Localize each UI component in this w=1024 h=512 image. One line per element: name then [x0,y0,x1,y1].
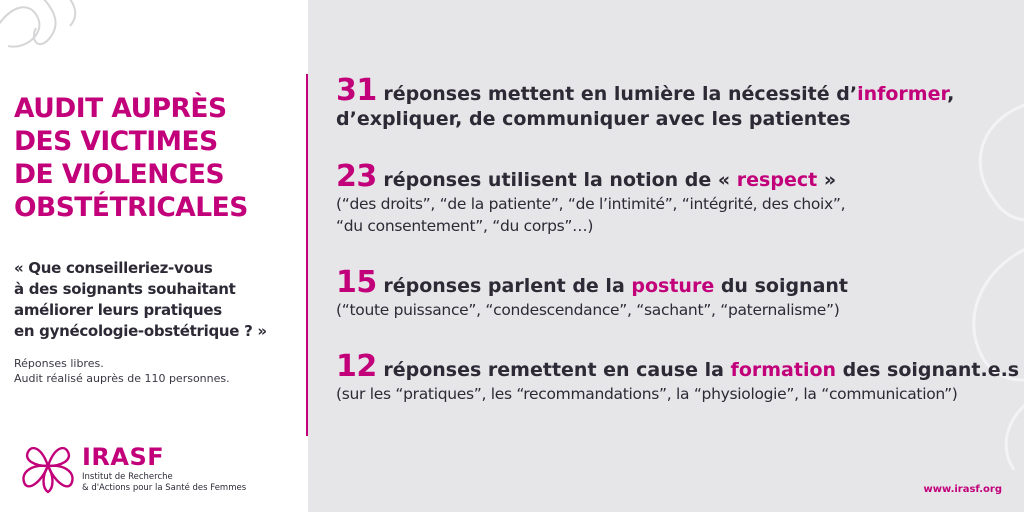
stat-number: 12 [336,349,377,384]
title-line: OBSTÉTRICALES [14,192,248,223]
survey-question [14,258,304,342]
stat-highlight: informer [857,83,948,105]
stat-examples: (“toute puissance”, “condescendance”, “sachant”, “paternalisme”) [336,301,840,319]
title-line: DES VICTIMES [14,126,218,157]
stat-highlight: respect [736,169,818,191]
stat-item [336,73,1016,132]
stat-examples: “du consentement”, “du corps”…) [336,217,594,235]
note-line: Audit réalisé auprès de 110 personnes. [14,372,230,385]
right-panel [308,0,1024,512]
left-panel [0,0,308,512]
stat-examples: (sur les “pratiques”, les “recommandations”, la “physiologie”, la “communication”) [336,385,958,403]
orchid-outline-icon [0,0,90,60]
survey-note [14,356,304,386]
stat-text: des soignant.e.s [836,359,1020,381]
divider [306,74,308,436]
stat-headline-continued: d’expliquer, de communiquer avec les patientes [336,108,851,130]
stat-headline [336,159,1016,194]
question-line: en gynécologie-obstétrique ? » [14,322,267,340]
stat-number: 15 [336,265,377,300]
brand-subtitle [82,472,246,494]
stat-item [336,349,1020,405]
title-line: AUDIT AUPRÈS [14,93,227,124]
stat-text: réponses remettent en cause la [376,359,731,381]
stat-number: 31 [336,73,377,108]
stat-highlight: formation [730,359,837,381]
stat-text: » [817,169,837,191]
question-line: à des soignants souhaitant [14,280,236,298]
stat-item [336,159,1016,237]
stat-text: réponses utilisent la notion de « [376,169,737,191]
title-line: DE VIOLENCES [14,159,225,190]
brand-subtitle-line: & d'Actions pour la Santé des Femmes [82,483,247,493]
stat-headline [336,73,1016,108]
stat-text: réponses parlent de la [376,275,632,297]
stat-number: 23 [336,159,377,194]
page-title [14,92,299,224]
question-line: améliorer leurs pratiques [14,301,222,319]
orchid-icon [18,440,78,496]
stat-highlight: posture [631,275,715,297]
brand-subtitle-line: Institut de Recherche [82,472,173,482]
note-line: Réponses libres. [14,357,104,370]
stat-text: du soignant [714,275,849,297]
stat-examples: (“des droits”, “de la patiente”, “de l’intimité”, “intégrité, des choix”, [336,195,846,213]
website-link[interactable]: www.irasf.org [923,484,1002,495]
stat-item [336,265,1016,321]
question-line: « Que conseilleriez-vous [14,259,213,277]
stat-headline [336,265,1016,300]
stat-headline [336,349,1020,384]
brand-name: IRASF [82,443,165,471]
stat-text: , [947,83,955,105]
stat-text: réponses mettent en lumière la nécessité d’ [376,83,858,105]
